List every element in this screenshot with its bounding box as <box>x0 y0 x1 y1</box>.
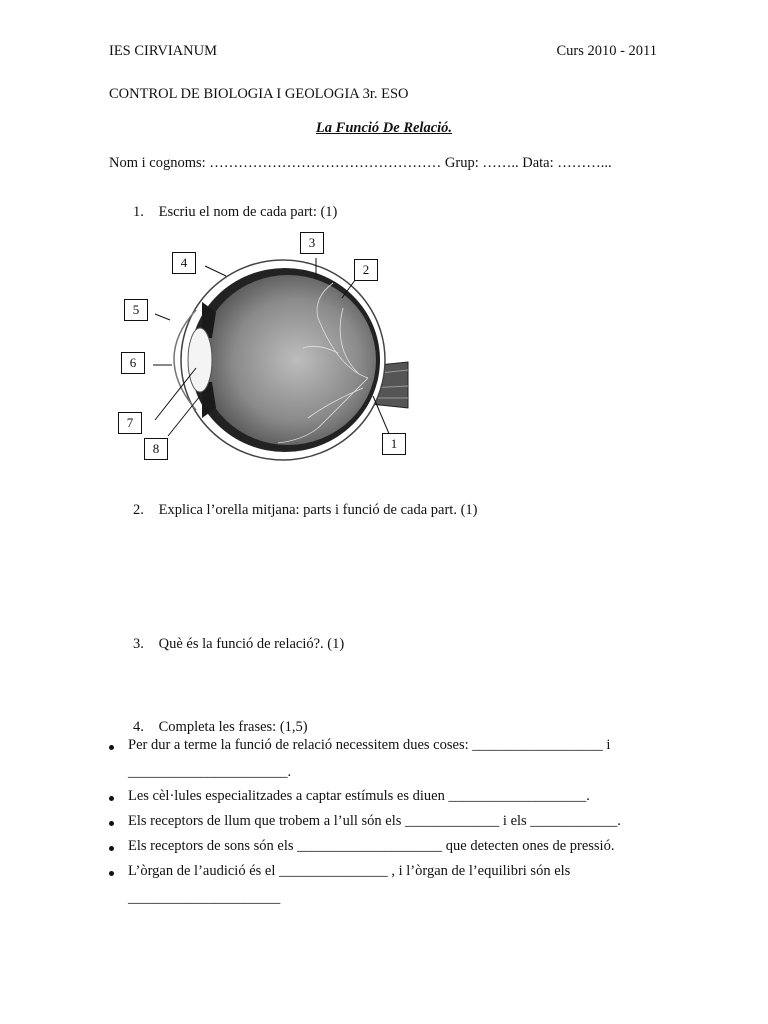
bullet-icon <box>109 745 114 750</box>
bullet-icon <box>109 796 114 801</box>
sentence-3: Els receptors de llum que trobem a l’ull són els _____________ i els ____________. <box>128 813 621 829</box>
eye-label-3: 3 <box>300 232 324 254</box>
sentence-5-continued: _____________________ <box>128 890 281 906</box>
question-text: Escriu el nom de cada part: (1) <box>158 204 338 220</box>
bullet-icon <box>109 821 114 826</box>
eye-diagram <box>118 228 418 466</box>
eye-label-1: 1 <box>382 433 406 455</box>
question-2 <box>133 502 478 519</box>
question-text: Què és la funció de relació?. (1) <box>158 636 345 652</box>
eye-label-7: 7 <box>118 412 142 434</box>
eye-label-6: 6 <box>121 352 145 374</box>
question-number: 3. <box>133 636 144 652</box>
question-text: Completa les frases: (1,5) <box>158 719 308 735</box>
school-name: IES CIRVIANUM <box>109 43 217 59</box>
bullet-icon <box>109 846 114 851</box>
page-title: La Funció De Relació. <box>315 120 453 136</box>
question-3 <box>133 636 344 653</box>
bullet-icon <box>109 871 114 876</box>
question-text: Explica l’orella mitjana: parts i funció de cada part. (1) <box>158 502 478 518</box>
question-number: 4. <box>133 719 144 735</box>
question-4 <box>133 719 308 736</box>
eye-label-8: 8 <box>144 438 168 460</box>
eye-label-2: 2 <box>354 259 378 281</box>
question-number: 1. <box>133 204 144 220</box>
sentence-1: Per dur a terme la funció de relació necessitem dues coses: __________________ i <box>128 737 611 753</box>
sentence-2: Les cèl·lules especialitzades a captar estímuls es diuen ___________________. <box>128 788 590 804</box>
question-1 <box>133 204 337 221</box>
sentence-1-continued: ______________________. <box>128 764 292 780</box>
eye-label-4: 4 <box>172 252 196 274</box>
sentence-4: Els receptors de sons són els ____________________ que detecten ones de pressió. <box>128 838 615 854</box>
question-number: 2. <box>133 502 144 518</box>
school-year: Curs 2010 - 2011 <box>556 43 657 59</box>
sentence-5: L’òrgan de l’audició és el _______________ , i l’òrgan de l’equilibri són els <box>128 863 571 879</box>
student-info-line: Nom i cognoms: ………………………………………… Grup: …….. Data: ………... <box>109 155 612 171</box>
exam-heading: CONTROL DE BIOLOGIA I GEOLOGIA 3r. ESO <box>109 86 409 102</box>
eye-label-5: 5 <box>124 299 148 321</box>
